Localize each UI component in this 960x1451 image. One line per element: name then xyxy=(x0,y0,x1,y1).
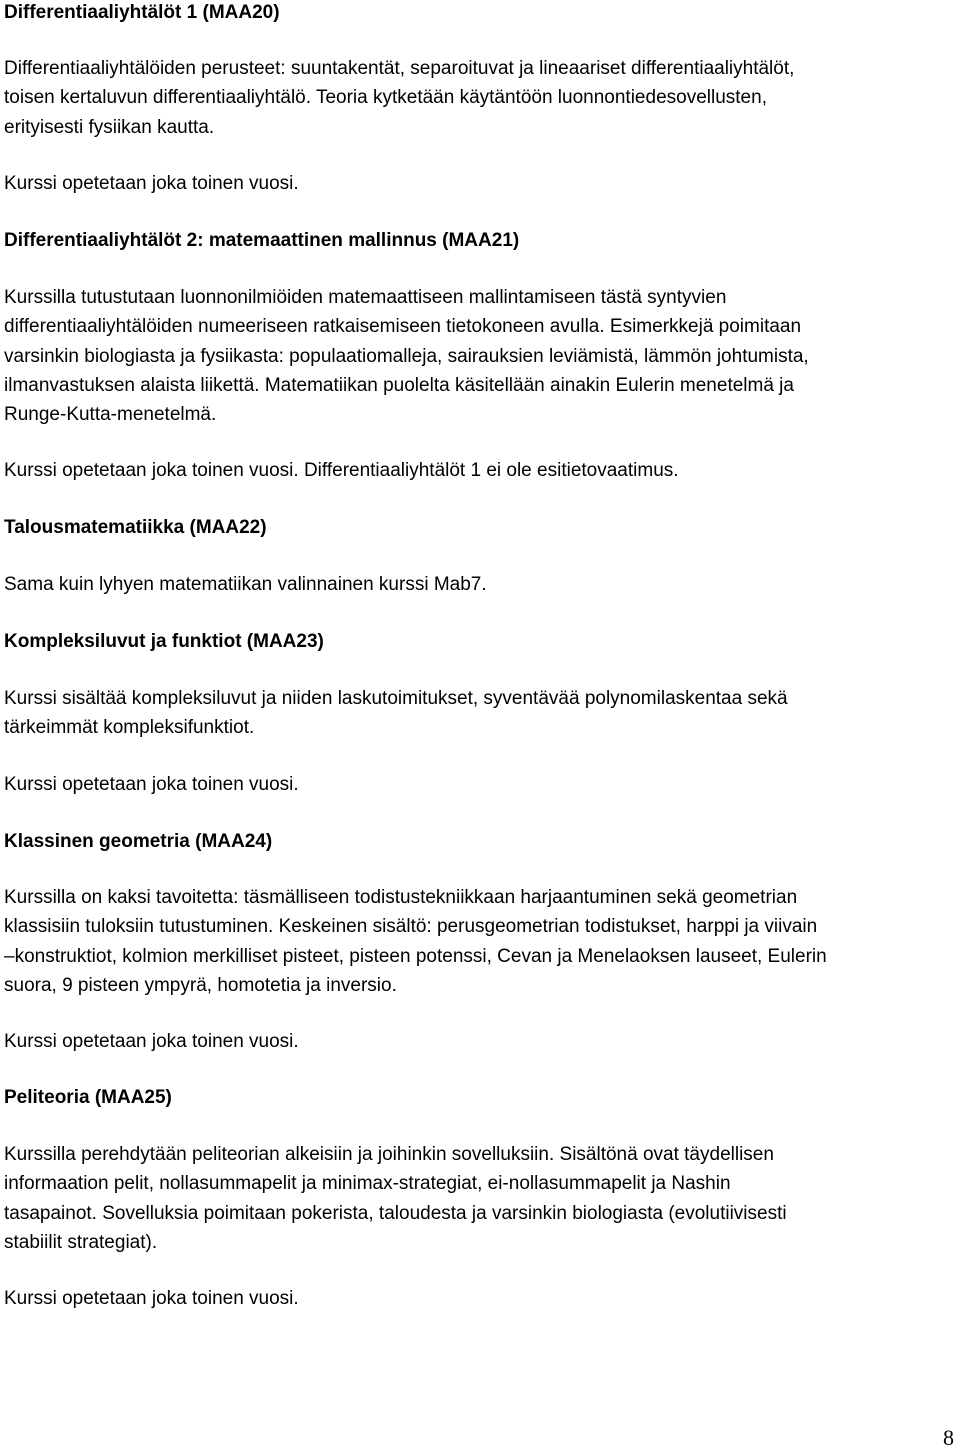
description-line: ilmanvastuksen alaista liikettä. Matematiikan puolelta käsitellään ainakin Eulerin menetelmä ja xyxy=(4,374,794,396)
course-description-maa25 xyxy=(4,1140,956,1257)
description-line: Kurssi sisältää kompleksiluvut ja niiden laskutoimitukset, syventävää polynomilaskentaa sekä xyxy=(4,688,788,709)
course-description-maa24 xyxy=(4,883,956,1000)
page-number: 8 xyxy=(943,1425,954,1450)
course-description-maa20 xyxy=(4,54,956,142)
course-note-maa20: Kurssi opetetaan joka toinen vuosi. xyxy=(4,173,299,194)
description-line: erityisesti fysiikan kautta. xyxy=(4,116,215,138)
course-note-maa24: Kurssi opetetaan joka toinen vuosi. xyxy=(4,1031,299,1052)
course-description-maa23 xyxy=(4,684,956,743)
course-note-maa21: Kurssi opetetaan joka toinen vuosi. Differentiaaliyhtälöt 1 ei ole esitietovaatimus. xyxy=(4,460,679,481)
course-note-maa23: Kurssi opetetaan joka toinen vuosi. xyxy=(4,774,299,795)
description-line: Kurssilla on kaksi tavoitetta: täsmälliseen todistustekniikkaan harjaantuminen sekä geometrian xyxy=(4,887,798,908)
description-line: stabiilit strategiat). xyxy=(4,1231,158,1253)
description-line: suora, 9 pisteen ympyrä, homotetia ja inversio. xyxy=(4,974,397,996)
description-line: klassisiin tuloksiin tutustuminen. Keskeinen sisältö: perusgeometrian todistukset, harppi ja viivain xyxy=(4,916,818,938)
description-line: Sama kuin lyhyen matematiikan valinnainen kurssi Mab7. xyxy=(4,574,487,595)
course-title-maa20: Differentiaaliyhtälöt 1 (MAA20) xyxy=(4,2,280,23)
description-line: varsinkin biologiasta ja fysiikasta: populaatiomalleja, sairauksien leviämistä, lämmön johtumista, xyxy=(4,345,809,367)
course-description-maa21 xyxy=(4,283,956,429)
description-line: Differentiaaliyhtälöiden perusteet: suuntakentät, separoituvat ja lineaariset differentiaaliyhtälöt, xyxy=(4,58,795,79)
description-line: informaation pelit, nollasummapelit ja minimax-strategiat, ei-nollasummapelit ja Nashin xyxy=(4,1173,731,1195)
course-title-maa25: Peliteoria (MAA25) xyxy=(4,1087,172,1108)
description-line: tärkeimmät kompleksifunktiot. xyxy=(4,717,255,739)
course-title-maa21: Differentiaaliyhtälöt 2: matemaattinen mallinnus (MAA21) xyxy=(4,230,520,251)
description-line: tasapainot. Sovelluksia poimitaan pokerista, taloudesta ja varsinkin biologiasta (evolutiivisesti xyxy=(4,1202,787,1224)
course-description-maa22 xyxy=(4,570,956,599)
description-line: –konstruktiot, kolmion merkilliset pisteet, pisteen potenssi, Cevan ja Menelaoksen lauseet, Eulerin xyxy=(4,945,827,967)
description-line: toisen kertaluvun differentiaaliyhtälö. Teoria kytketään käytäntöön luonnontiedesovellusten, xyxy=(4,87,767,109)
course-title-maa24: Klassinen geometria (MAA24) xyxy=(4,831,273,852)
description-line: Kurssilla tutustutaan luonnonilmiöiden matemaattiseen mallintamiseen tästä syntyvien xyxy=(4,287,727,308)
course-title-maa22: Talousmatematiikka (MAA22) xyxy=(4,517,267,538)
description-line: differentiaaliyhtälöiden numeeriseen ratkaisemiseen tietokoneen avulla. Esimerkkejä poimitaan xyxy=(4,316,802,338)
description-line: Kurssilla perehdytään peliteorian alkeisiin ja joihinkin sovelluksiin. Sisältönä ovat täydellisen xyxy=(4,1144,774,1165)
course-title-maa23: Kompleksiluvut ja funktiot (MAA23) xyxy=(4,631,324,652)
description-line: Runge-Kutta-menetelmä. xyxy=(4,404,217,426)
course-note-maa25: Kurssi opetetaan joka toinen vuosi. xyxy=(4,1288,299,1309)
